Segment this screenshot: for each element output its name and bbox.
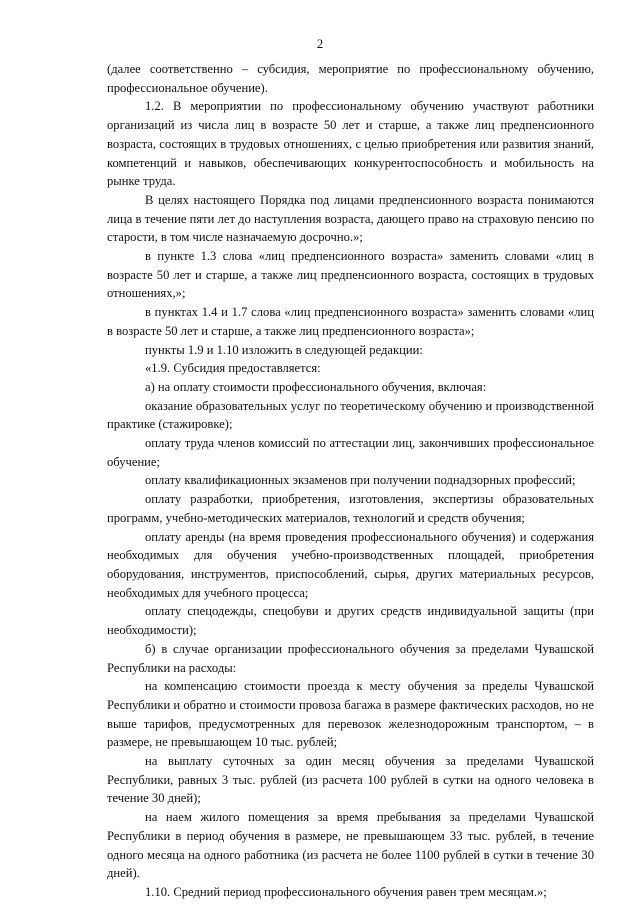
paragraph-amend-1-4-1-7: в пунктах 1.4 и 1.7 слова «лиц предпенсионного возраста» заменить словами «лиц в возрасте 50 лет и старше, а также лиц предпенсионного возраста»; xyxy=(107,305,594,338)
paragraph-item-b: б) в случае организации профессионального обучения за пределами Чувашской Республики на расходы: xyxy=(107,641,594,675)
paragraph-qualification-exams: оплату квалификационных экзаменов при получении поднадзорных профессий; xyxy=(145,473,576,488)
paragraph-continuation: (далее соответственно – субсидия, мероприятие по профессиональному обучению, профессиональное обучение). xyxy=(107,62,594,95)
paragraph-educational-services: оказание образовательных услуг по теоретическому обучению и производственной практике (стажировке); xyxy=(107,398,594,432)
paragraph-rent: оплату аренды (на время проведения профессионального обучения) и содержания необходимых для обучения учебно-производственных площадей, приобретения оборудования, инструментов, приспособлений, сырья, других материальных ресурсов, необходимых для учебного процесса; xyxy=(107,529,594,600)
paragraph-amend-1-3: в пункте 1.3 слова «лиц предпенсионного возраста» заменить словами «лиц в возрасте 50 лет и старше, а также лиц предпенсионного возраста, состоящих в трудовых отношениях,»; xyxy=(107,249,594,301)
paragraph-travel-compensation: на компенсацию стоимости проезда к месту обучения за пределы Чувашской Республики и обратно и стоимости провоза багажа в размере фактических расходов, но не выше тарифов, предусмотренных для перевозок железнодорожным транспортом, – в размере, не превышающем 10 тыс. рублей; xyxy=(107,679,594,750)
paragraph-amend-1-9-1-10: пункты 1.9 и 1.10 изложить в следующей редакции: xyxy=(145,342,423,357)
paragraph-commission-pay: оплату труда членов комиссий по аттестации лиц, закончивших профессиональное обучение; xyxy=(107,436,594,469)
paragraph-daily-allowance: на выплату суточных за один месяц обучения за пределами Чувашской Республики, равных 3 тыс. рублей (из расчета 100 рублей в сутки на одного человека в течение 30 дней); xyxy=(107,754,594,806)
paragraph-item-a: а) на оплату стоимости профессионального обучения, включая: xyxy=(145,379,487,394)
paragraph-housing: на наем жилого помещения за время пребывания за пределами Чувашской Республики в период обучения в размере, не превышающем 33 тыс. рублей, в течение одного месяца на одного работника (из расчета не более 1100 рублей в сутки в течение 30 дней). xyxy=(107,810,594,881)
paragraph-1-9: «1.9. Субсидия предоставляется: xyxy=(145,361,321,376)
document-body xyxy=(107,60,594,902)
paragraph-1-2: 1.2. В мероприятии по профессиональному обучению участвуют работники организаций из числа лиц в возрасте 50 лет и старше, а также лиц предпенсионного возраста, состоящих в трудовых отношениях, с целью приобретения или развития знаний, компетенций и навыков, обеспечивающих конкурентоспособность и мобильность на рынке труда. xyxy=(107,99,594,189)
paragraph-program-development: оплату разработки, приобретения, изготовления, экспертизы образовательных программ, учебно-методических материалов, технологий и средств обучения; xyxy=(107,492,594,525)
paragraph-workwear: оплату спецодежды, спецобуви и других средств индивидуальной защиты (при необходимости); xyxy=(107,604,594,638)
page-number: 2 xyxy=(316,36,324,51)
paragraph-preretirement-definition: В целях настоящего Порядка под лицами предпенсионного возраста понимаются лица в течение пяти лет до наступления возраста, дающего право на страховую пенсию по старости, в том числе назначаемую досрочно.»; xyxy=(107,192,594,245)
paragraph-1-10: 1.10. Средний период профессионального обучения равен трем месяцам.»; xyxy=(145,884,547,899)
